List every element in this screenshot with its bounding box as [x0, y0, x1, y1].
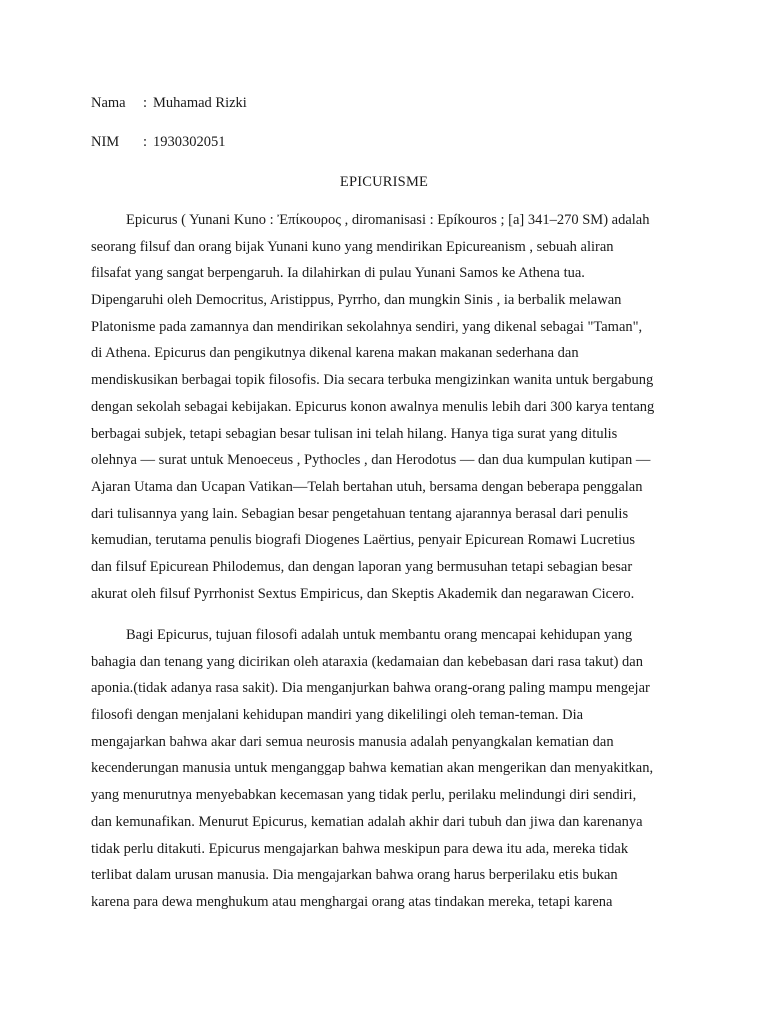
text-line: berbagai subjek, tetapi sebagian besar tulisan ini telah hilang. Hanya tiga surat yang ditulis	[91, 425, 618, 442]
text-line: di Athena. Epicurus dan pengikutnya dikenal karena makan makanan sederhana dan	[91, 345, 579, 362]
paragraph-2	[91, 622, 691, 916]
text-line: bahagia dan tenang yang dicirikan oleh ataraxia (kedamaian dan kebebasan dari rasa takut) dan	[91, 653, 643, 670]
text-line: filosofi dengan menjalani kehidupan mandiri yang dikelilingi oleh teman-teman. Dia	[91, 707, 584, 724]
text-line: kecenderungan manusia untuk menganggap bahwa kematian akan mengerikan dan menyakitkan,	[91, 760, 654, 777]
nim-separator: :	[143, 134, 148, 150]
name-label: Nama	[91, 95, 126, 111]
text-line: yang menurutnya menyebabkan kecemasan yang tidak perlu, perilaku melindungi diri sendiri,	[91, 787, 637, 804]
text-line: Epicurus ( Yunani Kuno : Ἐπίκουρος , diromanisasi : Epíkouros ; [a] 341–270 SM) adalah	[126, 212, 650, 228]
text-line: aponia.(tidak adanya rasa sakit). Dia menganjurkan bahwa orang-orang paling mampu mengejar	[91, 680, 650, 697]
text-line: dan kemunafikan. Menurut Epicurus, kematian adalah akhir dari tubuh dan jiwa dan karenanya	[91, 813, 643, 830]
name-row	[91, 93, 247, 113]
document-title: EPICURISME	[339, 174, 429, 190]
text-line: Platonisme pada zamannya dan mendirikan sekolahnya sendiri, yang dikenal sebagai "Taman",	[91, 318, 643, 335]
text-line: terlibat dalam urusan manusia. Dia mengajarkan bahwa orang harus berperilaku etis bukan	[91, 867, 618, 884]
nim-label: NIM	[91, 134, 120, 150]
text-line: mengajarkan bahwa akar dari semua neurosis manusia adalah penyangkalan kematian dan	[91, 733, 614, 750]
paragraph-1	[91, 207, 691, 607]
text-line: dari tulisannya yang lain. Sebagian besar pengetahuan tentang ajarannya berasal dari penulis	[91, 505, 629, 522]
text-line: mendiskusikan berbagai topik filosofis. Dia secara terbuka mengizinkan wanita untuk bergabung	[91, 372, 654, 389]
text-line: dan filsuf Epicurean Philodemus, dan dengan laporan yang bermusuhan tetapi sebagian besar	[91, 558, 633, 575]
text-line: karena para dewa menghukum atau menghargai orang atas tindakan mereka, tetapi karena	[91, 893, 613, 910]
text-line: Ajaran Utama dan Ucapan Vatikan—Telah bertahan utuh, bersama dengan beberapa penggalan	[91, 478, 643, 495]
text-line: olehnya — surat untuk Menoeceus , Pythocles , dan Herodotus — dan dua kumpulan kutipan —	[91, 452, 651, 469]
name-separator: :	[143, 95, 148, 111]
nim-row	[91, 132, 226, 152]
text-line: akurat oleh filsuf Pyrrhonist Sextus Empiricus, dan Skeptis Akademik dan negarawan Cicero.	[91, 585, 635, 602]
text-line: kemudian, terutama penulis biografi Diogenes Laërtius, penyair Epicurean Romawi Lucretius	[91, 532, 635, 549]
text-line: Bagi Epicurus, tujuan filosofi adalah untuk membantu orang mencapai kehidupan yang	[126, 627, 633, 643]
text-line: dengan sekolah sebagai kebijakan. Epicurus konon awalnya menulis lebih dari 300 karya tentang	[91, 398, 655, 415]
text-line: seorang filsuf dan orang bijak Yunani kuno yang mendirikan Epicureanism , sebuah aliran	[91, 238, 614, 255]
nim-value: 1930302051	[153, 134, 226, 150]
text-line: tidak perlu ditakuti. Epicurus mengajarkan bahwa meskipun para dewa itu ada, mereka tidak	[91, 840, 629, 857]
name-value: Muhamad Rizki	[153, 95, 247, 111]
text-line: filsafat yang sangat berpengaruh. Ia dilahirkan di pulau Yunani Samos ke Athena tua.	[91, 265, 585, 282]
text-line: Dipengaruhi oleh Democritus, Aristippus, Pyrrho, dan mungkin Sinis , ia berbalik melawan	[91, 292, 622, 309]
